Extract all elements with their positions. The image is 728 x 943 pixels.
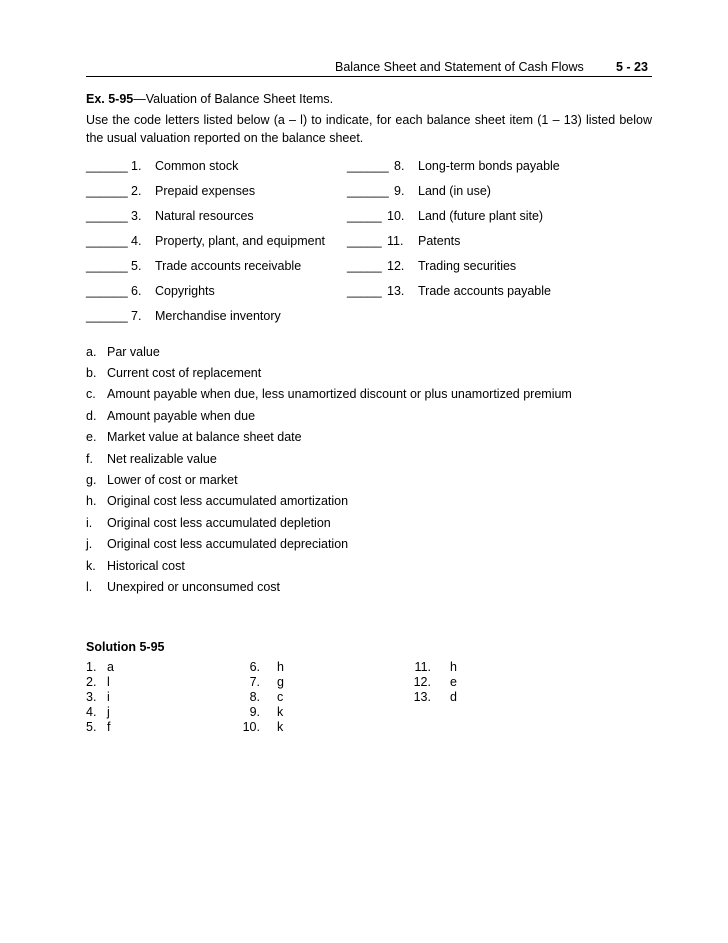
answer-blank: ______ (86, 184, 128, 198)
solution-number: 8. (249, 690, 260, 704)
code-letter: i. (86, 516, 93, 530)
code-letter: f. (86, 452, 93, 466)
page-number: 5 - 23 (616, 60, 648, 74)
item-text: Long-term bonds payable (418, 159, 560, 173)
solution-number: 1. (86, 660, 97, 674)
item-number: 6. (131, 284, 142, 298)
item-row (86, 309, 128, 323)
solution-answer: f (107, 720, 111, 734)
solution-answer: d (450, 690, 457, 704)
item-number: 4. (131, 234, 142, 248)
solution-number: 12. (413, 675, 431, 689)
code-text: Original cost less accumulated amortization (107, 494, 349, 508)
item-number: 5. (131, 259, 142, 273)
code-text: Current cost of replacement (107, 366, 262, 380)
solution-answer: j (107, 705, 110, 719)
code-letter: a. (86, 345, 97, 359)
solution-answer: i (107, 690, 110, 704)
solution-answer: h (450, 660, 457, 674)
answer-blank: ______ (347, 159, 389, 173)
item-number: 8. (394, 159, 405, 173)
solution-answer: l (107, 675, 110, 689)
item-text: Trade accounts receivable (155, 259, 302, 273)
code-letter: l. (86, 580, 93, 594)
solution-number: 9. (249, 705, 260, 719)
item-text: Trading securities (418, 259, 517, 273)
solution-answer: g (277, 675, 284, 689)
item-text: Land (in use) (418, 184, 491, 198)
item-row (86, 184, 128, 198)
exercise-label: Ex. 5-95 (86, 92, 134, 106)
code-text: Amount payable when due (107, 409, 256, 423)
item-number: 9. (394, 184, 405, 198)
solution-answer: c (277, 690, 284, 704)
item-text: Trade accounts payable (418, 284, 551, 298)
code-text: Par value (107, 345, 160, 359)
code-text: Original cost less accumulated depletion (107, 516, 331, 530)
code-letter: c. (86, 387, 96, 401)
item-number: 7. (131, 309, 142, 323)
item-number: 13. (387, 284, 405, 298)
code-text: Original cost less accumulated depreciation (107, 537, 349, 551)
item-text: Prepaid expenses (155, 184, 256, 198)
code-letter: b. (86, 366, 97, 380)
solution-answer: k (277, 720, 284, 734)
answer-blank: ______ (347, 184, 389, 198)
code-letter: j. (86, 537, 93, 551)
item-text: Natural resources (155, 209, 254, 223)
code-letter: g. (86, 473, 97, 487)
item-number: 10. (387, 209, 405, 223)
item-number: 1. (131, 159, 142, 173)
answer-blank: _____ (347, 284, 382, 298)
solution-answer: k (277, 705, 284, 719)
code-letter: e. (86, 430, 97, 444)
solution-number: 2. (86, 675, 97, 689)
solution-number: 6. (249, 660, 260, 674)
instructions: Use the code letters listed below (a – l) to indicate, for each balance sheet item (1 – 13) listed below the usual valuation reported on the balance sheet. (86, 113, 652, 145)
solution-answer: e (450, 675, 457, 689)
item-number: 11. (387, 234, 404, 248)
solution-number: 13. (413, 690, 431, 704)
answer-blank: ______ (86, 309, 128, 323)
code-letter: k. (86, 559, 96, 573)
item-number: 3. (131, 209, 142, 223)
answer-blank: ______ (86, 159, 128, 173)
code-letter: h. (86, 494, 97, 508)
item-row (86, 209, 128, 223)
item-row (86, 159, 128, 173)
solution-number: 11. (414, 660, 431, 674)
solution-number: 10. (242, 720, 260, 734)
code-text: Historical cost (107, 559, 185, 573)
running-header-title: Balance Sheet and Statement of Cash Flows (335, 60, 584, 74)
code-text: Unexpired or unconsumed cost (107, 580, 281, 594)
exercise-title (86, 92, 333, 106)
answer-blank: _____ (347, 234, 382, 248)
solution-number: 5. (86, 720, 97, 734)
code-text: Amount payable when due, less unamortized discount or plus unamortized premium (107, 387, 572, 401)
item-number: 2. (131, 184, 142, 198)
exercise-title-rest: —Valuation of Balance Sheet Items. (133, 92, 334, 106)
item-text: Land (future plant site) (418, 209, 544, 223)
header-rule (86, 76, 652, 77)
answer-blank: _____ (347, 209, 382, 223)
solution-answer: h (277, 660, 284, 674)
solution-answer: a (107, 660, 114, 674)
code-text: Market value at balance sheet date (107, 430, 302, 444)
item-text: Merchandise inventory (155, 309, 281, 323)
answer-blank: ______ (86, 259, 128, 273)
item-text: Patents (418, 234, 461, 248)
answer-blank: ______ (86, 234, 128, 248)
code-text: Net realizable value (107, 452, 217, 466)
item-number: 12. (387, 259, 405, 273)
item-row (86, 234, 128, 248)
solution-number: 4. (86, 705, 97, 719)
code-letter: d. (86, 409, 97, 423)
code-text: Lower of cost or market (107, 473, 238, 487)
answer-blank: ______ (86, 284, 128, 298)
solution-number: 7. (249, 675, 260, 689)
item-row (86, 284, 128, 298)
answer-blank: ______ (86, 209, 128, 223)
solution-title: Solution 5-95 (86, 640, 165, 654)
answer-blank: _____ (347, 259, 382, 273)
item-text: Property, plant, and equipment (155, 234, 326, 248)
item-text: Copyrights (155, 284, 215, 298)
item-row (86, 259, 128, 273)
item-text: Common stock (155, 159, 239, 173)
solution-number: 3. (86, 690, 97, 704)
